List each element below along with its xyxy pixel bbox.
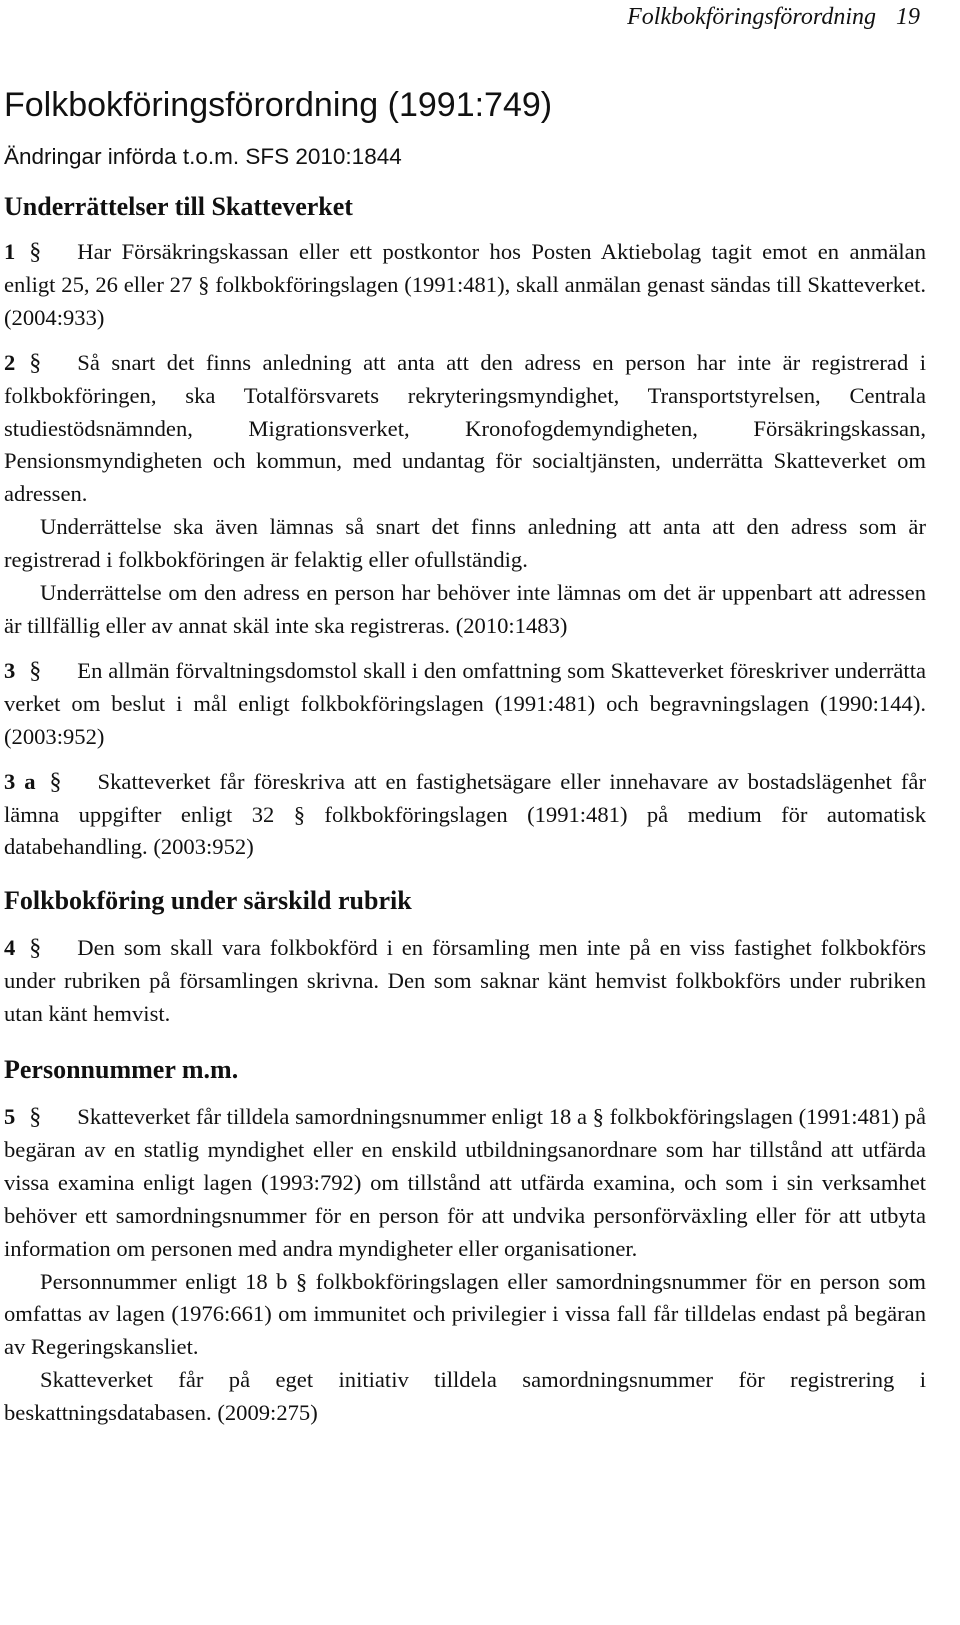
paragraph-3a (4, 766, 926, 865)
section-symbol: § (29, 1104, 42, 1131)
paragraph-number: 3 a (4, 768, 36, 794)
paragraph-1 (4, 236, 926, 335)
document-title: Folkbokföringsförordning (1991:749) (4, 86, 553, 124)
section-symbol: § (29, 657, 42, 684)
paragraph-text: En allmän förvaltningsdomstol skall i den omfattning som Skatteverket föreskriver underrätta verket om beslut i mål enligt folkbokföringslagen (1991:481) och begravningslagen (1990:144). (2003:952) (4, 657, 926, 749)
paragraph-text: Skatteverket får föreskriva att en fastighetsägare eller innehavare av bostadslägenhet får lämna uppgifter enligt 32 § folkbokföringslagen (1991:481) på medium för automatisk databehandling. (2003:952) (4, 768, 926, 860)
paragraph-2 (4, 347, 926, 512)
paragraph-text: Så snart det finns anledning att anta att den adress en person har inte är registrerad i folkbokföringen, ska Totalförsvarets rekryteringsmyndighet, Transportstyrelsen, Centrala studiestödsnämnden, Migrationsverket, Kronofogdemyndigheten, Försäkringskassan, Pensionsmyndigheten och kommun, med undantag för socialtjänsten, underrätta Skatteverket om adressen. (4, 349, 926, 507)
paragraph-3 (4, 655, 926, 754)
paragraph-number: 1 (4, 239, 16, 264)
running-title: Folkbokföringsförordning (627, 4, 876, 30)
paragraph-number: 2 (4, 349, 16, 375)
document-body (4, 80, 926, 1430)
paragraph-4 (4, 932, 926, 1031)
running-header (627, 2, 920, 32)
section-symbol: § (29, 935, 42, 962)
section-heading-personnummer: Personnummer m.m. (4, 1055, 239, 1085)
paragraph-number: 4 (4, 935, 16, 961)
section-symbol: § (49, 768, 62, 795)
paragraph-text: Har Försäkringskassan eller ett postkontor hos Posten Aktiebolag tagit emot en anmälan enligt 25, 26 eller 27 § folkbokföringslagen (1991:481), skall anmälan genast sändas till Skatteverket. (2004:933) (4, 239, 926, 330)
paragraph-2-continuation: Underrättelse ska även lämnas så snart det finns anledning att anta att den adress som är registrerad i folkbokföringen är felaktig eller ofullständig. (4, 514, 926, 573)
paragraph-2-continuation: Underrättelse om den adress en person har behöver inte lämnas om det är uppenbart att adressen är tillfällig eller av annat skäl inte ska registreras. (2010:1483) (4, 580, 926, 638)
section-symbol: § (29, 239, 42, 265)
amendments-note: Ändringar införda t.o.m. SFS 2010:1844 (4, 144, 402, 169)
paragraph-text: Skatteverket får tilldela samordningsnummer enligt 18 a § folkbokföringslagen (1991:481) på begäran av en statlig myndighet eller en enskild utbildningsanordnare som har tillstånd att utfärda vissa examina enligt lagen (1993:792) om tillstånd att utfärda examina, och som i sin verksamhet behöver ett samordningsnummer för en person för att undvika personförväxling eller för att utbyta information om personen med andra myndigheter eller organisationer. (4, 1104, 926, 1261)
paragraph-text: Den som skall vara folkbokförd i en församling men inte på en viss fastighet folkbokförs under rubriken på församlingen skrivna. Den som saknar känt hemvist folkbokförs under rubriken utan känt hemvist. (4, 935, 926, 1027)
section-heading-sarskild-rubrik: Folkbokföring under särskild rubrik (4, 886, 412, 916)
paragraph-number: 5 (4, 1104, 16, 1130)
paragraph-5-continuation: Personnummer enligt 18 b § folkbokföringslagen eller samordningsnummer för en person som omfattas av lagen (1976:661) om immunitet och privilegier i vissa fall får tilldelas endast på begäran av Regeringskansliet. (4, 1268, 926, 1360)
paragraph-number: 3 (4, 657, 16, 683)
paragraph-5-continuation: Skatteverket får på eget initiativ tilldela samordningsnummer för registrering i beskattningsdatabasen. (2009:275) (4, 1367, 926, 1426)
section-heading-underrattelser: Underrättelser till Skatteverket (4, 192, 353, 221)
section-symbol: § (29, 349, 42, 376)
page-number: 19 (896, 4, 920, 30)
paragraph-5 (4, 1101, 926, 1266)
